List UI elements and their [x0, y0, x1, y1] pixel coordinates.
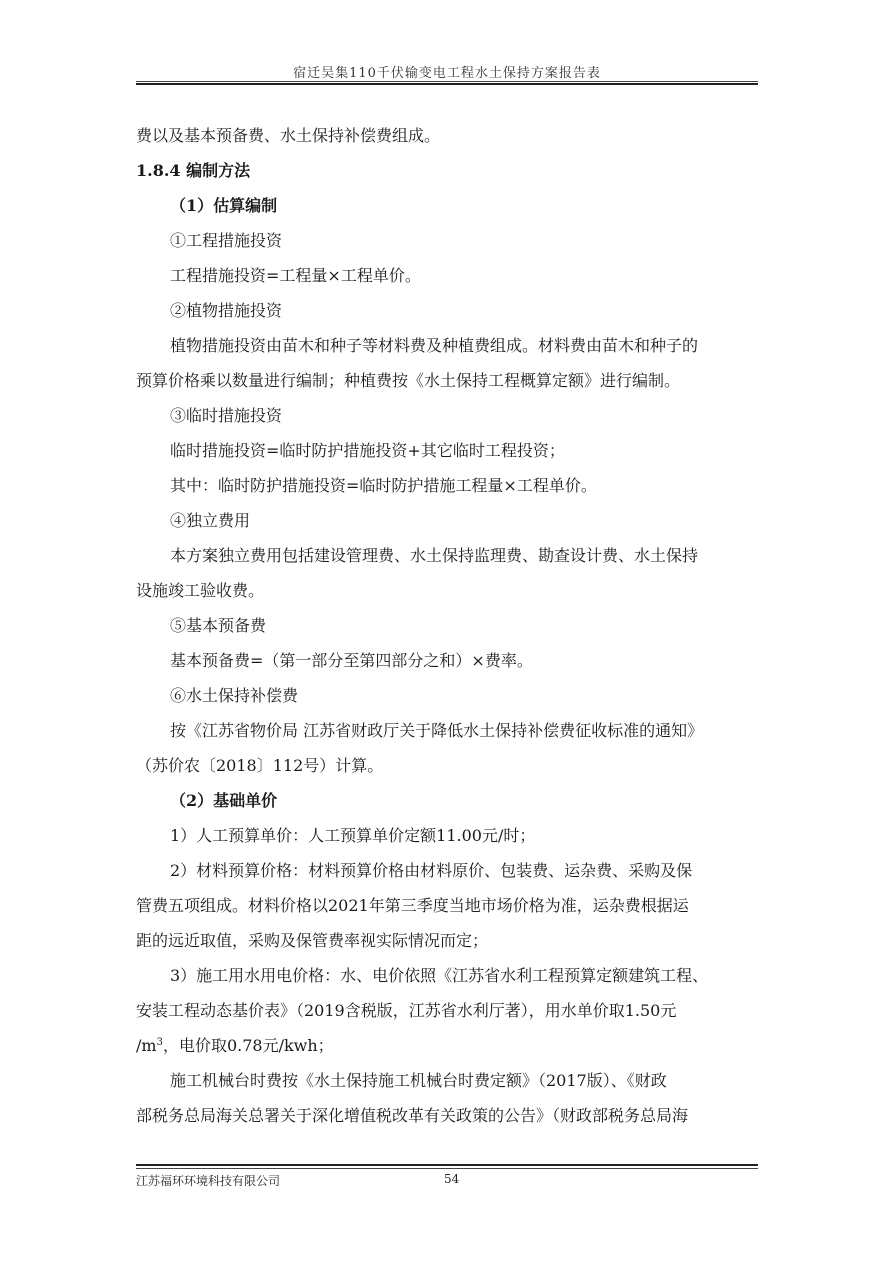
subsection-heading: （2）基础单价: [170, 791, 278, 810]
footer-rule-thick: [136, 1164, 758, 1166]
paragraph-line: 部税务总局海关总署关于深化增值税改革有关政策的公告》（财政部税务总局海: [136, 1106, 689, 1125]
paragraph-line: 管费五项组成。材料价格以2021年第三季度当地市场价格为准，运杂费根据运: [136, 896, 689, 915]
superscript: 3: [156, 1037, 163, 1048]
paragraph-line: 工程措施投资=工程量×工程单价。: [170, 266, 421, 285]
footer-company: 江苏福环环境科技有限公司: [136, 1174, 281, 1188]
paragraph-line: 植物措施投资由苗木和种子等材料费及种植费组成。材料费由苗木和种子的: [170, 336, 699, 355]
paragraph-line: [136, 1028, 758, 1063]
paragraph-line: 预算价格乘以数量进行编制；种植费按《水土保持工程概算定额》进行编制。: [136, 371, 681, 390]
paragraph-line: 按《江苏省物价局 江苏省财政厅关于降低水土保持补偿费征收标准的通知》: [170, 721, 704, 740]
header-rule-thick: [136, 83, 758, 85]
paragraph-line: 安装工程动态基价表》（2019含税版，江苏省水利厅著），用水单价取1.50元: [136, 1001, 677, 1020]
unit-text: /m: [136, 1036, 157, 1055]
list-item: ②植物措施投资: [170, 301, 283, 320]
paragraph-line: 其中：临时防护措施投资=临时防护措施工程量×工程单价。: [170, 476, 597, 495]
page-header-title: 宿迁吴集110千伏输变电工程水土保持方案报告表: [293, 66, 601, 81]
paragraph-line: 距的远近取值，采购及保管费率视实际情况而定；: [136, 931, 489, 950]
paragraph-line: （苏价农〔2018〕112号）计算。: [136, 756, 384, 775]
paragraph-line: 施工机械台时费按《水土保持施工机械台时费定额》（2017版）、《财政: [170, 1071, 667, 1090]
paragraph-line: 临时措施投资=临时防护措施投资+其它临时工程投资；: [170, 441, 565, 460]
subsection-heading: （1）估算编制: [170, 196, 278, 215]
paragraph-line: 3）施工用水用电价格：水、电价依照《江苏省水利工程预算定额建筑工程、: [170, 966, 709, 985]
footer-rule-thin: [136, 1168, 758, 1169]
list-item: ④独立费用: [170, 511, 251, 530]
section-heading: 1.8.4 编制方法: [136, 161, 251, 180]
paragraph-line: 费以及基本预备费、水土保持补偿费组成。: [136, 126, 441, 145]
list-item: ⑤基本预备费: [170, 616, 267, 635]
paragraph-line: 基本预备费=（第一部分至第四部分之和）×费率。: [170, 651, 533, 670]
document-body: [136, 118, 758, 1133]
paragraph-line: 设施竣工验收费。: [136, 581, 265, 600]
list-item: ①工程措施投资: [170, 231, 283, 250]
header-rule-thin: [136, 81, 758, 82]
page-number: 54: [444, 1172, 460, 1186]
paragraph-text: ，电价取0.78元/kwh；: [162, 1036, 334, 1055]
paragraph-line: 1）人工预算单价：人工预算单价定额11.00元/时；: [170, 826, 536, 845]
list-item: ③临时措施投资: [170, 406, 283, 425]
paragraph-line: 2）材料预算价格：材料预算价格由材料原价、包装费、运杂费、采购及保: [170, 861, 693, 880]
list-item: ⑥水土保持补偿费: [170, 686, 299, 705]
paragraph-line: 本方案独立费用包括建设管理费、水土保持监理费、勘查设计费、水土保持: [170, 546, 699, 565]
